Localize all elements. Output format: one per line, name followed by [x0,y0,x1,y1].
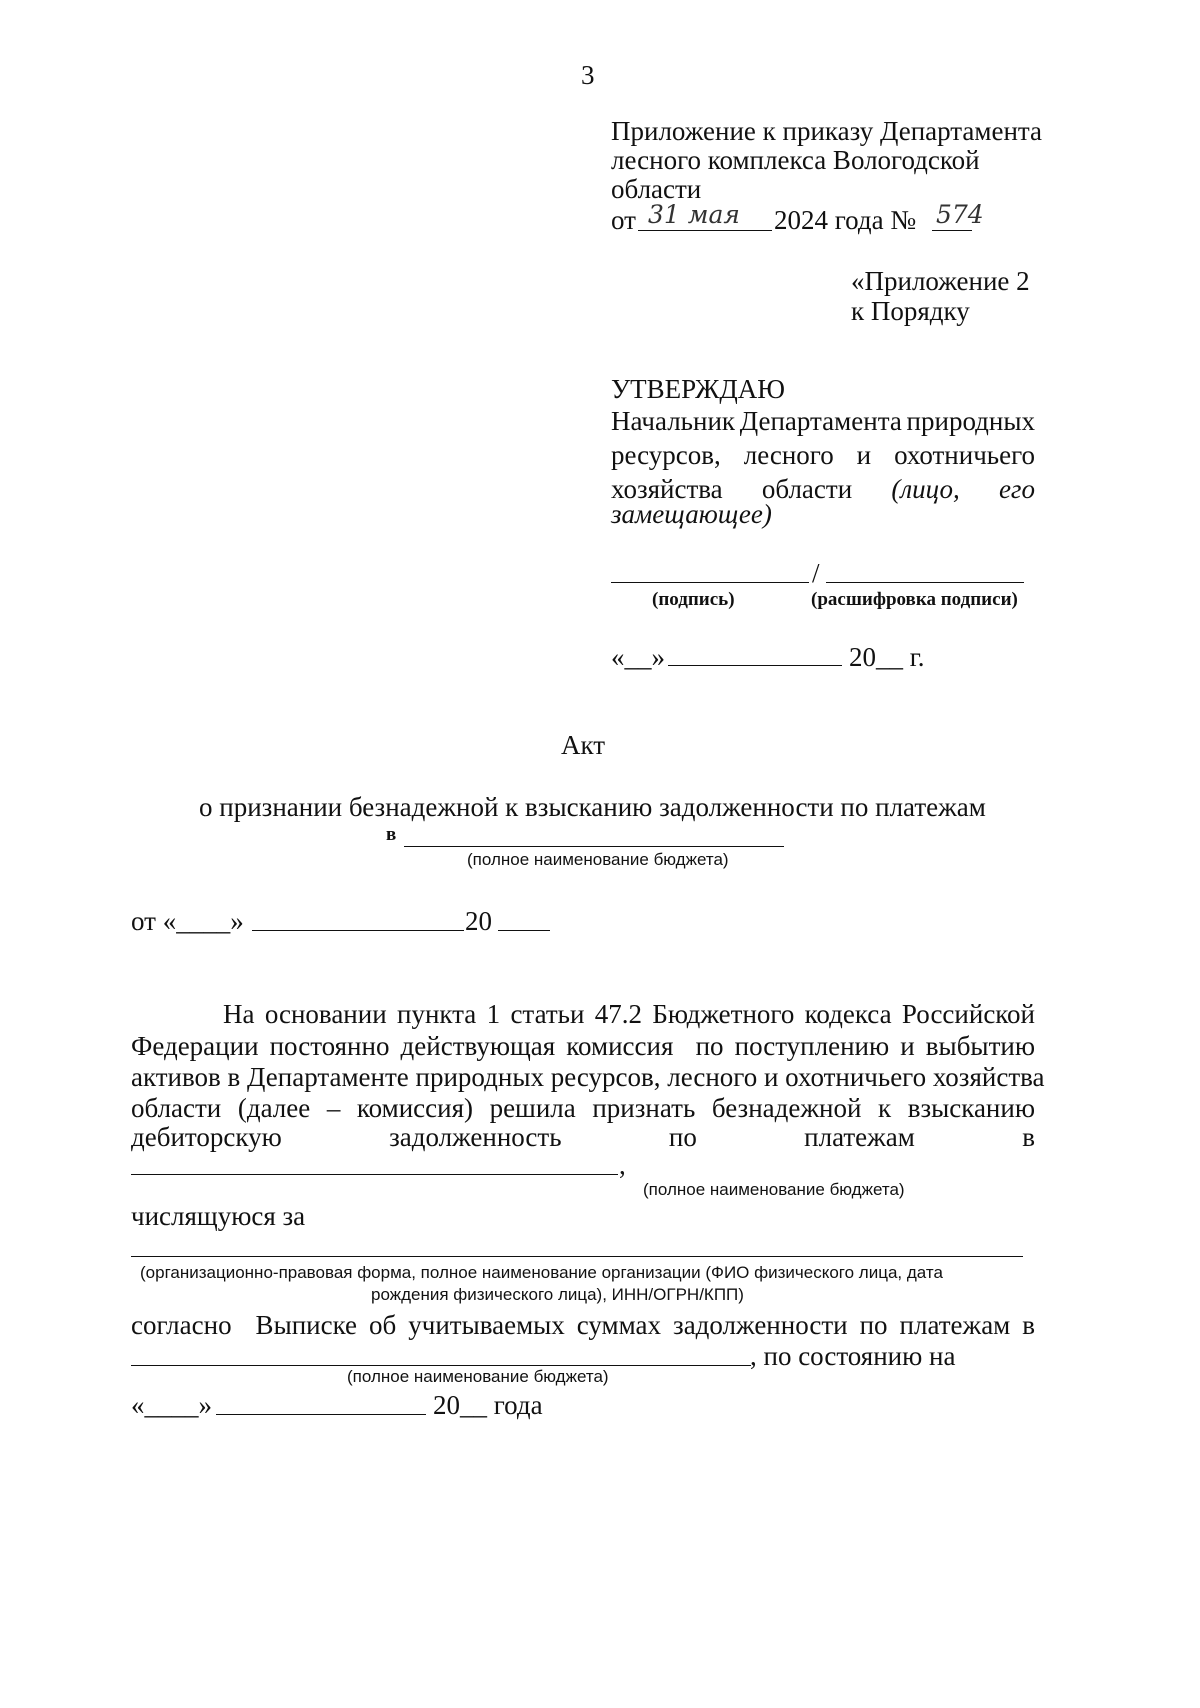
approval-word: его [998,474,1035,504]
act-date-month-line [252,930,464,931]
approval-word: области [761,474,853,504]
order-date-underline [638,230,772,231]
body-p1-line2: Федерации постоянно действующая комиссия по поступлению и выбытию [131,1031,1035,1061]
act-in-word: в [386,824,397,845]
approval-word: природных [906,406,1035,436]
act-budget-line [404,846,784,847]
order-appendix-line2: лесного комплекса Вологодской [611,145,980,175]
page-number: 3 [581,60,595,90]
body-p1-line1: На основании пункта 1 статьи 47.2 Бюджетного кодекса Российской [223,999,1035,1029]
body-p1-line3: активов в Департаменте природных ресурсов, лесного и охотничьего хозяйства [131,1062,1045,1092]
appendix2-line1: «Приложение 2 [851,266,1030,296]
body-org-line [131,1256,1023,1257]
order-appendix-line3: области [611,174,702,204]
act-date-year-line [498,930,550,931]
signature-line [611,582,809,583]
order-date-prefix: от [611,205,636,235]
body-org-label-line1: (организационно-правовая форма, полное наименование организации (ФИО физического лица, дата [140,1263,943,1282]
order-number-handwritten: 574 [936,200,984,229]
body-org-label-line2: рождения физического лица), ИНН/ОГРН/КПП) [371,1285,744,1304]
appendix2-line2: к Порядку [851,296,970,326]
body-listed-for: числящуюся за [131,1201,306,1231]
act-date-from: от «____» [131,906,244,936]
approval-date-open: «__» [611,642,665,672]
approval-date-month-line [668,665,842,666]
body-p1-line4: области (далее – комиссия) решила признать безнадежной к взысканию [131,1093,1035,1123]
act-title: Акт [561,730,606,760]
approval-line1 [611,404,1035,438]
body-comma: , [619,1150,626,1180]
approval-word: Департамента [739,406,902,436]
approval-word: ресурсов, [611,440,721,470]
order-number-underline [932,230,972,231]
body-p1-line5 [131,1124,1035,1151]
body-word: платежам [804,1122,915,1152]
approval-line2 [611,438,1035,472]
body-budget-line-1 [131,1174,618,1175]
order-year-number-label: 2024 года № [774,205,917,235]
approval-word: и [856,440,872,470]
signature-decoding-line [826,582,1024,583]
approval-word: Начальник [611,406,736,436]
act-budget-label: (полное наименование бюджета) [467,850,729,869]
body-budget-label-1: (полное наименование бюджета) [643,1180,905,1199]
body-according-line: согласно Выписке об учитываемых суммах задолженности по платежам в [131,1310,1035,1340]
approval-title: УТВЕРЖДАЮ [611,374,786,404]
signature-label: (подпись) [652,589,735,610]
body-word: в [1022,1122,1035,1152]
body-final-date-year: 20__ года [433,1390,543,1420]
body-final-date-month-line [216,1414,426,1415]
approval-word: охотничьего [894,440,1035,470]
body-final-date-open: «____» [131,1390,212,1420]
approval-date-year: 20__ г. [849,642,925,672]
approval-line4: замещающее) [611,499,772,529]
order-appendix-line1: Приложение к приказу Департамента [611,116,1043,146]
body-word: дебиторскую [131,1122,282,1152]
body-as-of: , по состоянию на [750,1341,956,1371]
body-word: задолженность [389,1122,562,1152]
approval-word: лесного [743,440,834,470]
approval-word: (лицо, [891,474,960,504]
body-budget-line-2 [131,1365,751,1366]
signature-slash: / [812,558,820,588]
act-date-year: 20 [465,906,492,936]
order-date-handwritten: 31 мая [648,200,740,229]
body-budget-label-2: (полное наименование бюджета) [347,1367,609,1386]
approval-body [611,404,1035,506]
approval-word: хозяйства [611,474,723,504]
decoding-label: (расшифровка подписи) [811,589,1018,610]
body-word: по [668,1122,697,1152]
act-subtitle: о признании безнадежной к взысканию задолженности по платежам [199,792,986,822]
